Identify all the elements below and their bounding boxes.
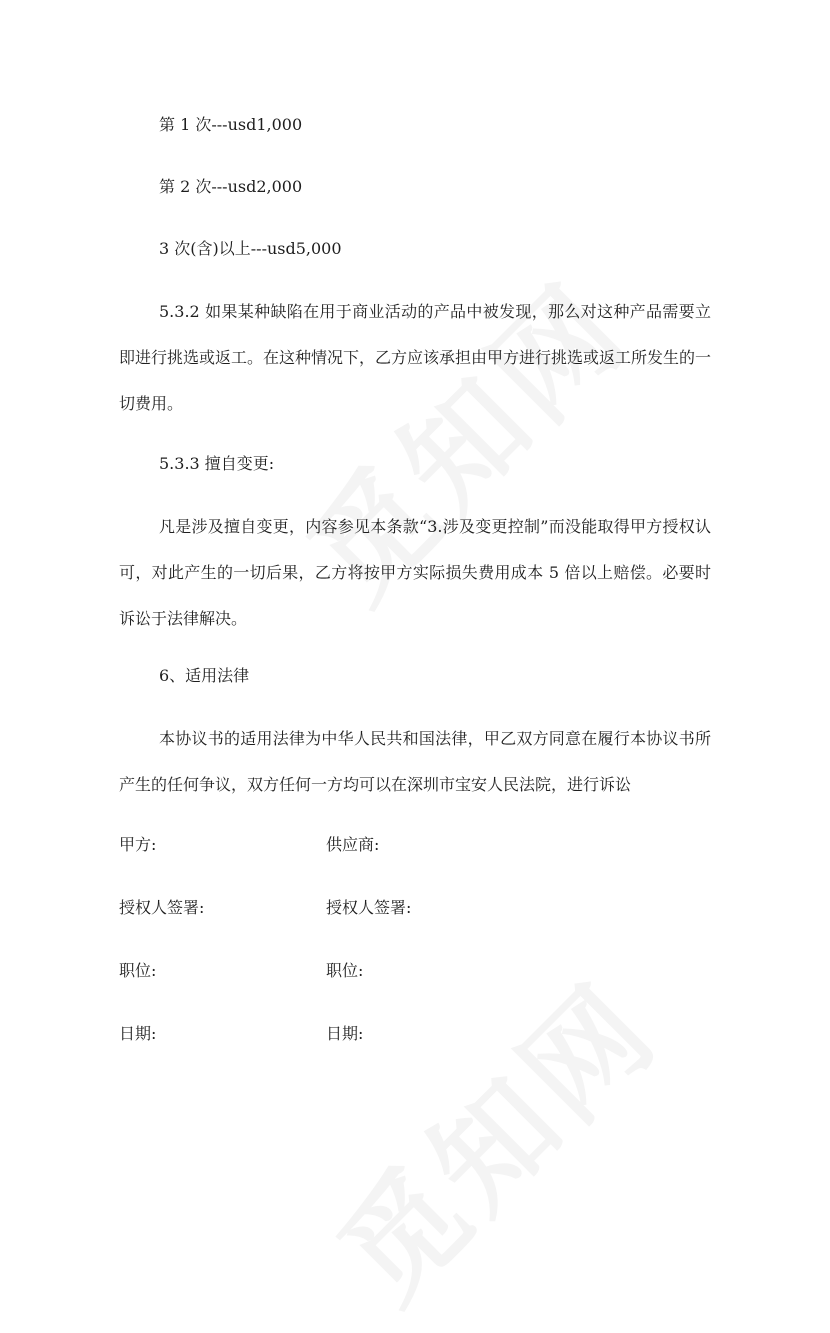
clause-5-3-3-heading: 5.3.3 擅自变更:	[159, 454, 275, 473]
clause-5-3-2: 5.3.2 如果某种缺陷在用于商业活动的产品中被发现，那么对这种产品需要立即进行挑选或返工。在这种情况下，乙方应该承担由甲方进行挑选或返工所发生的一切费用。	[119, 302, 712, 413]
supplier-position-label: 职位:	[326, 961, 364, 980]
section-6-heading: 6、适用法律	[159, 666, 250, 685]
penalty-tier-3: 3 次(含)以上---usd5,000	[159, 239, 342, 258]
clause-5-3-3-body: 凡是涉及擅自变更，内容参见本条款“3.涉及变更控制”而没能取得甲方授权认可，对此产生的一切后果，乙方将按甲方实际损失费用成本 5 倍以上赔偿。必要时诉讼于法律解决。	[119, 517, 711, 628]
watermark	[295, 939, 688, 1332]
party-a-position-label: 职位:	[119, 961, 157, 980]
supplier-signer-label: 授权人签署:	[326, 898, 412, 917]
party-a-date-label: 日期:	[119, 1024, 157, 1043]
party-a-signer-label: 授权人签署:	[119, 898, 205, 917]
supplier-label: 供应商:	[326, 835, 380, 854]
penalty-tier-1: 第 1 次---usd1,000	[159, 115, 303, 134]
party-a-label: 甲方:	[119, 835, 157, 854]
supplier-date-label: 日期:	[326, 1024, 364, 1043]
penalty-tier-2: 第 2 次---usd2,000	[159, 177, 303, 196]
section-6-body: 本协议书的适用法律为中华人民共和国法律，甲乙双方同意在履行本协议书所产生的任何争议，双方任何一方均可以在深圳市宝安人民法院，进行诉讼	[119, 729, 711, 794]
